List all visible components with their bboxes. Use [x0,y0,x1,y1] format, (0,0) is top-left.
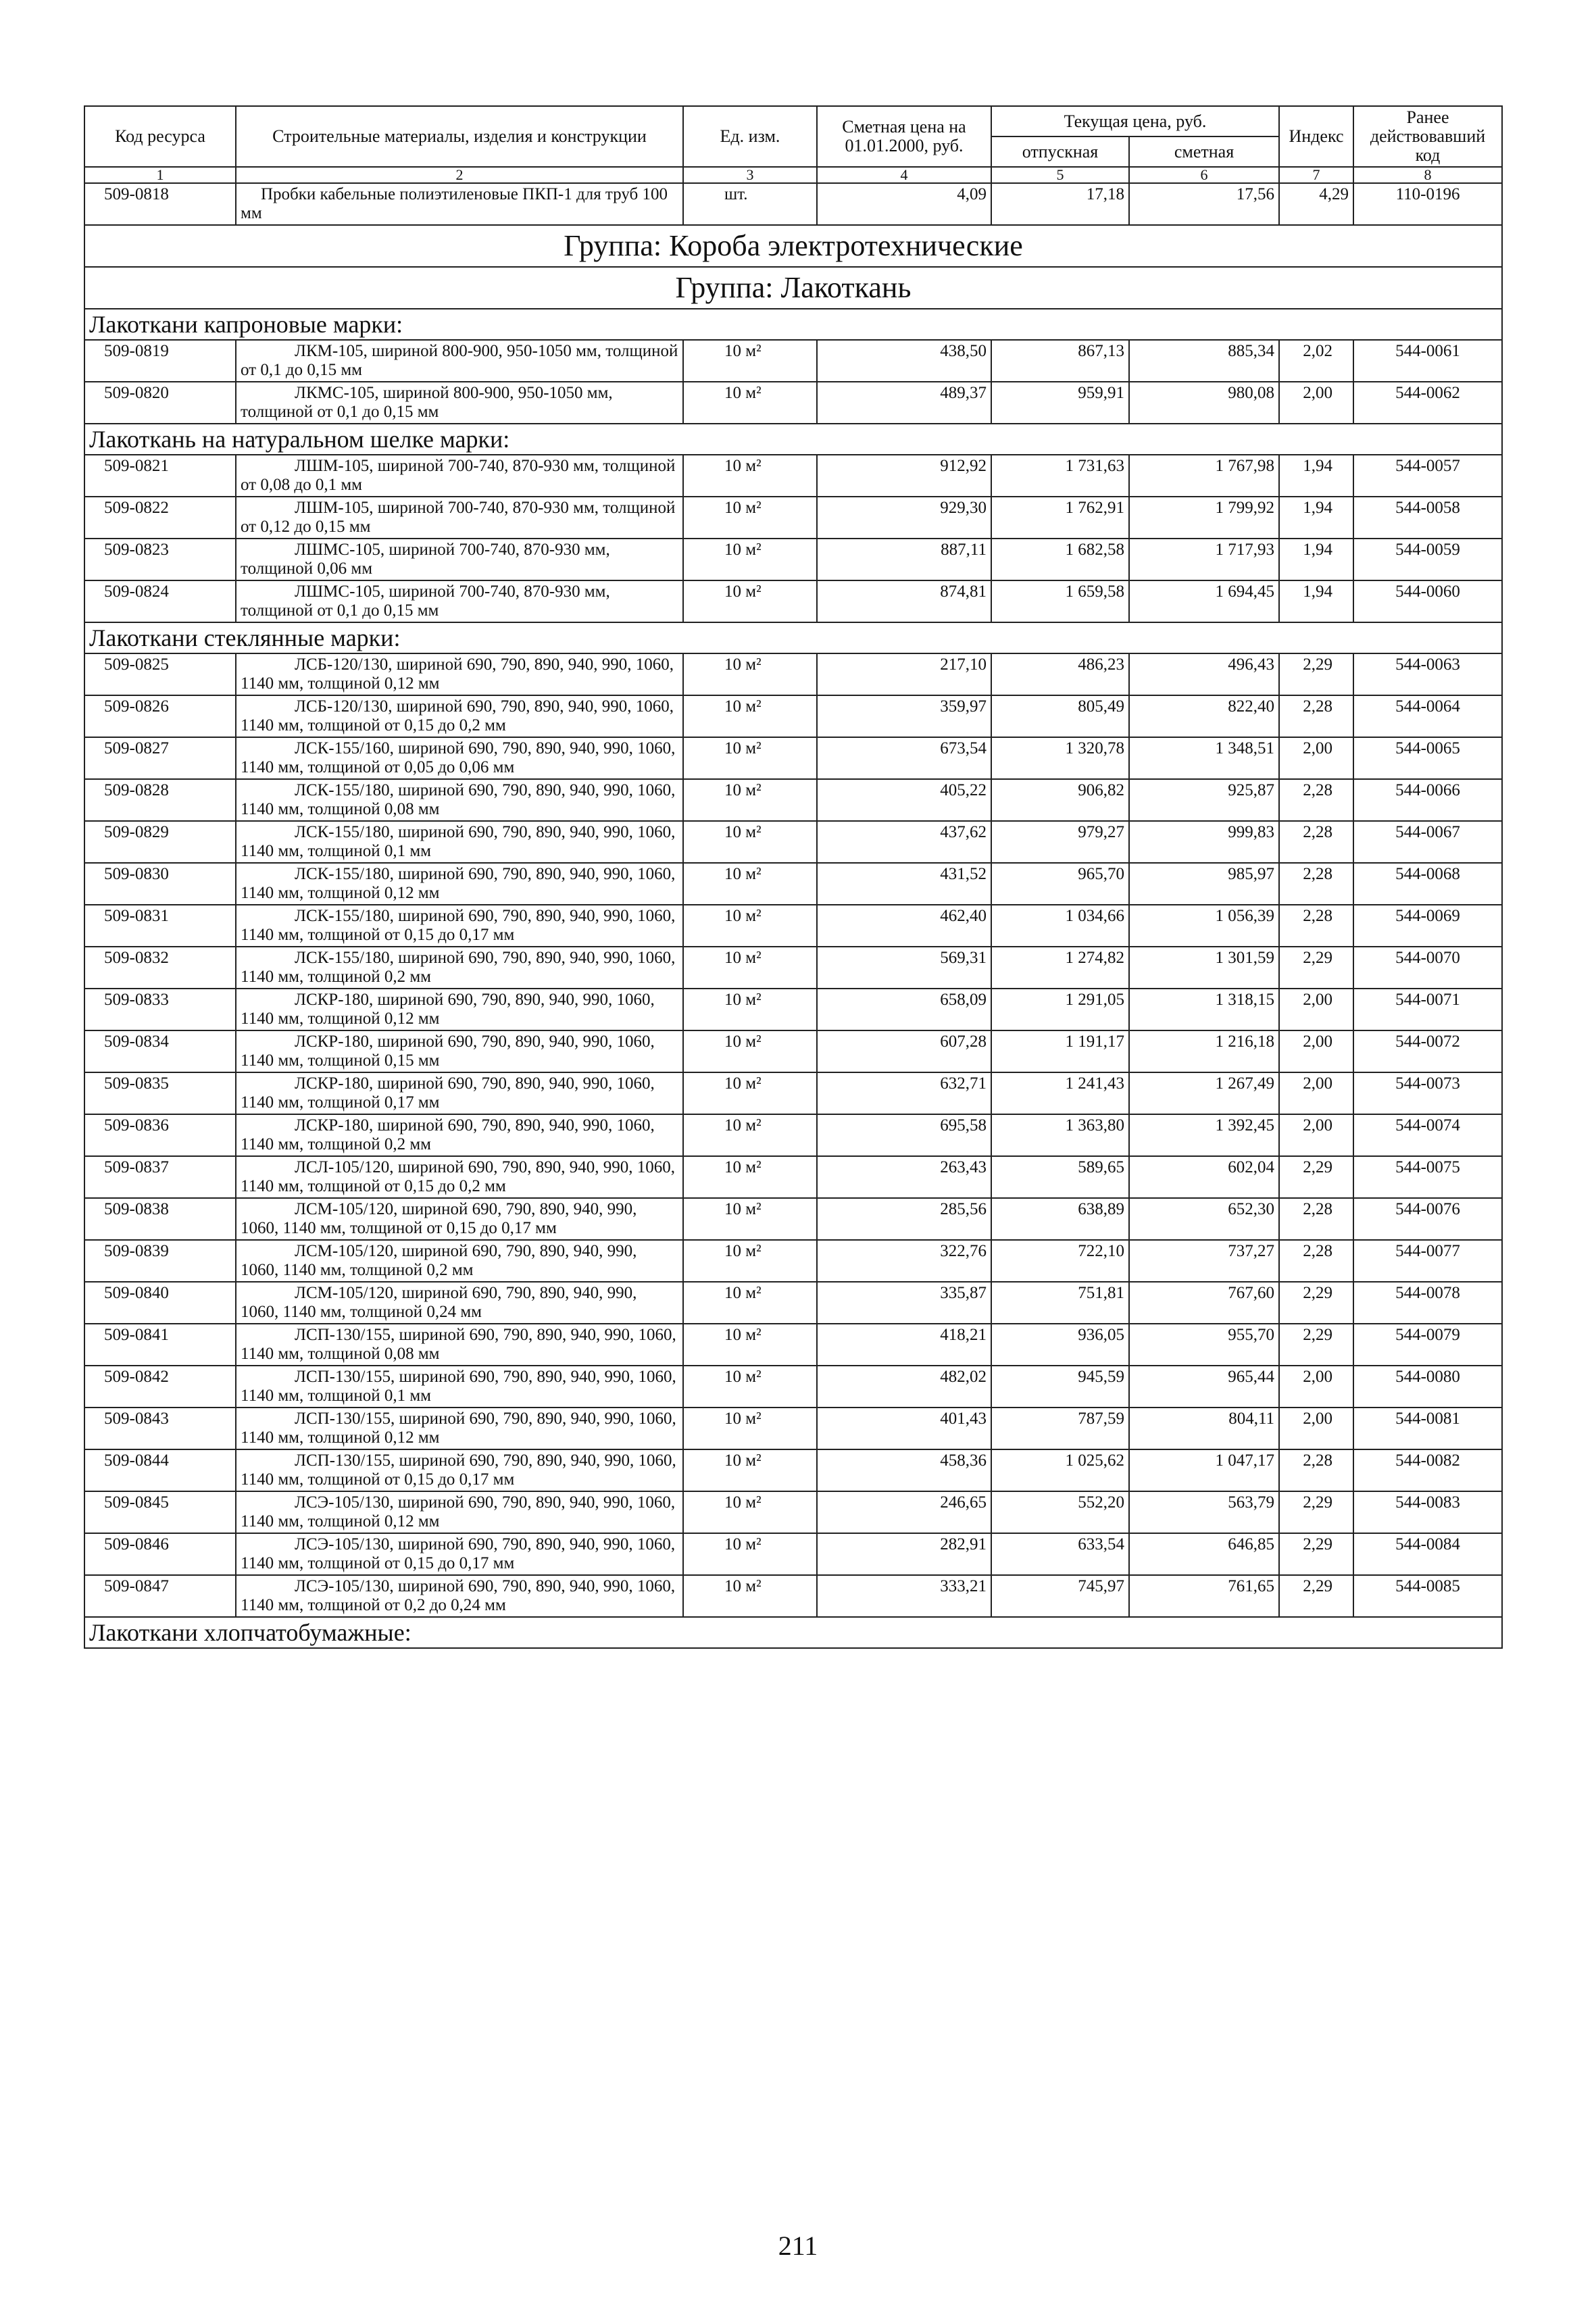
unit: 10 м² [683,340,817,382]
old-code: 544-0080 [1353,1366,1502,1408]
table-header [84,106,1502,183]
material-name: ЛСП-130/155, шириной 690, 790, 890, 940, 990, 1060, 1140 мм, толщиной 0,12 мм [236,1408,683,1449]
material-name: ЛСК-155/180, шириной 690, 790, 890, 940, 990, 1060, 1140 мм, толщиной 0,12 мм [236,863,683,905]
table-row [84,1324,1502,1366]
group-heading: Группа: Короба электротехнические [84,225,1502,267]
table-row [84,1533,1502,1575]
unit: 10 м² [683,737,817,779]
release-price: 965,70 [991,863,1129,905]
material-name: ЛШМС-105, шириной 700-740, 870-930 мм, толщиной от 0,1 до 0,15 мм [236,580,683,622]
resource-code: 509-0841 [84,1324,236,1366]
material-name: ЛКМ-105, шириной 800-900, 950-1050 мм, толщиной от 0,1 до 0,15 мм [236,340,683,382]
estimate-price: 885,34 [1129,340,1279,382]
estimate-price-2000: 418,21 [817,1324,991,1366]
resource-code: 509-0826 [84,695,236,737]
price-index: 2,00 [1279,1408,1353,1449]
unit: 10 м² [683,1114,817,1156]
col-number: 7 [1279,167,1353,183]
material-name: ЛСП-130/155, шириной 690, 790, 890, 940, 990, 1060, 1140 мм, толщиной 0,08 мм [236,1324,683,1366]
estimate-price-2000: 458,36 [817,1449,991,1491]
price-index: 2,28 [1279,695,1353,737]
estimate-price-2000: 401,43 [817,1408,991,1449]
estimate-price: 1 799,92 [1129,497,1279,539]
estimate-price: 1 216,18 [1129,1030,1279,1072]
old-code: 544-0062 [1353,382,1502,424]
resource-code: 509-0820 [84,382,236,424]
unit: 10 м² [683,1366,817,1408]
old-code: 544-0076 [1353,1198,1502,1240]
estimate-price: 1 392,45 [1129,1114,1279,1156]
estimate-price-2000: 607,28 [817,1030,991,1072]
table-row [84,905,1502,947]
material-name: ЛКМС-105, шириной 800-900, 950-1050 мм, толщиной от 0,1 до 0,15 мм [236,382,683,424]
release-price: 486,23 [991,653,1129,695]
estimate-price: 767,60 [1129,1282,1279,1324]
old-code: 544-0071 [1353,989,1502,1030]
material-name: ЛСК-155/180, шириной 690, 790, 890, 940, 990, 1060, 1140 мм, толщиной от 0,15 до 0,17 мм [236,905,683,947]
price-index: 1,94 [1279,455,1353,497]
resource-code: 509-0842 [84,1366,236,1408]
unit: 10 м² [683,1282,817,1324]
material-name: ЛШМ-105, шириной 700-740, 870-930 мм, толщиной от 0,12 до 0,15 мм [236,497,683,539]
old-code: 544-0074 [1353,1114,1502,1156]
estimate-price: 1 348,51 [1129,737,1279,779]
estimate-price-2000: 246,65 [817,1491,991,1533]
price-index: 2,28 [1279,863,1353,905]
unit: 10 м² [683,1408,817,1449]
old-code: 544-0079 [1353,1324,1502,1366]
release-price: 745,97 [991,1575,1129,1617]
estimate-price: 602,04 [1129,1156,1279,1198]
estimate-price: 980,08 [1129,382,1279,424]
price-index: 2,00 [1279,1114,1353,1156]
release-price: 867,13 [991,340,1129,382]
material-name: ЛСЭ-105/130, шириной 690, 790, 890, 940, 990, 1060, 1140 мм, толщиной от 0,2 до 0,24 мм [236,1575,683,1617]
header-code: Код ресурса [84,106,236,167]
resource-code: 509-0838 [84,1198,236,1240]
price-index: 1,94 [1279,539,1353,580]
estimate-price-2000: 462,40 [817,905,991,947]
resource-code: 509-0823 [84,539,236,580]
header-estimate: сметная [1129,136,1279,167]
subgroup-heading: Лакоткани капроновые марки: [84,309,1502,340]
old-code: 544-0057 [1353,455,1502,497]
resource-code: 509-0837 [84,1156,236,1198]
resource-code: 509-0846 [84,1533,236,1575]
col-number: 8 [1353,167,1502,183]
estimate-price-2000: 489,37 [817,382,991,424]
estimate-price: 1 056,39 [1129,905,1279,947]
estimate-price-2000: 482,02 [817,1366,991,1408]
estimate-price: 17,56 [1129,183,1279,225]
table-row [84,1156,1502,1198]
col-number: 6 [1129,167,1279,183]
col-number: 1 [84,167,236,183]
estimate-price: 1 717,93 [1129,539,1279,580]
estimate-price-2000: 695,58 [817,1114,991,1156]
old-code: 544-0067 [1353,821,1502,863]
estimate-price-2000: 673,54 [817,737,991,779]
release-price: 751,81 [991,1282,1129,1324]
unit: 10 м² [683,1324,817,1366]
unit: 10 м² [683,1240,817,1282]
estimate-price-2000: 322,76 [817,1240,991,1282]
table-row [84,737,1502,779]
material-name: ЛСП-130/155, шириной 690, 790, 890, 940, 990, 1060, 1140 мм, толщиной 0,1 мм [236,1366,683,1408]
estimate-price: 965,44 [1129,1366,1279,1408]
price-index: 2,29 [1279,1533,1353,1575]
price-index: 2,00 [1279,1072,1353,1114]
table-row [84,539,1502,580]
resource-code: 509-0827 [84,737,236,779]
release-price: 1 291,05 [991,989,1129,1030]
material-name: ЛСК-155/180, шириной 690, 790, 890, 940, 990, 1060, 1140 мм, толщиной 0,2 мм [236,947,683,989]
old-code: 544-0070 [1353,947,1502,989]
estimate-price-2000: 438,50 [817,340,991,382]
estimate-price-2000: 333,21 [817,1575,991,1617]
table-row [84,1282,1502,1324]
release-price: 633,54 [991,1533,1129,1575]
old-code: 544-0060 [1353,580,1502,622]
unit: 10 м² [683,947,817,989]
estimate-price-2000: 887,11 [817,539,991,580]
price-index: 2,28 [1279,1240,1353,1282]
price-index: 2,28 [1279,905,1353,947]
unit: 10 м² [683,653,817,695]
estimate-price: 1 694,45 [1129,580,1279,622]
material-name: Пробки кабельные полиэтиленовые ПКП-1 для труб 100 мм [236,183,683,225]
material-name: ЛСМ-105/120, шириной 690, 790, 890, 940, 990, 1060, 1140 мм, толщиной от 0,15 до 0,17 мм [236,1198,683,1240]
old-code: 544-0072 [1353,1030,1502,1072]
estimate-price-2000: 263,43 [817,1156,991,1198]
price-index: 1,94 [1279,580,1353,622]
release-price: 638,89 [991,1198,1129,1240]
old-code: 544-0063 [1353,653,1502,695]
price-index: 2,29 [1279,1156,1353,1198]
material-name: ЛСЭ-105/130, шириной 690, 790, 890, 940, 990, 1060, 1140 мм, толщиной от 0,15 до 0,17 мм [236,1533,683,1575]
old-code: 544-0083 [1353,1491,1502,1533]
header-name: Строительные материалы, изделия и конструкции [236,106,683,167]
old-code: 544-0064 [1353,695,1502,737]
header-est-price: Сметная цена на 01.01.2000, руб. [817,106,991,167]
estimate-price-2000: 437,62 [817,821,991,863]
resource-code: 509-0847 [84,1575,236,1617]
unit: 10 м² [683,821,817,863]
release-price: 945,59 [991,1366,1129,1408]
old-code: 544-0061 [1353,340,1502,382]
table-row [84,1114,1502,1156]
estimate-price: 496,43 [1129,653,1279,695]
material-name: ЛСКР-180, шириной 690, 790, 890, 940, 990, 1060, 1140 мм, толщиной 0,15 мм [236,1030,683,1072]
price-index: 2,00 [1279,989,1353,1030]
estimate-price: 761,65 [1129,1575,1279,1617]
release-price: 552,20 [991,1491,1129,1533]
price-index: 2,00 [1279,737,1353,779]
material-name: ЛСМ-105/120, шириной 690, 790, 890, 940, 990, 1060, 1140 мм, толщиной 0,2 мм [236,1240,683,1282]
old-code: 544-0069 [1353,905,1502,947]
resource-code: 509-0830 [84,863,236,905]
material-name: ЛШМ-105, шириной 700-740, 870-930 мм, толщиной от 0,08 до 0,1 мм [236,455,683,497]
price-index: 4,29 [1279,183,1353,225]
old-code: 544-0084 [1353,1533,1502,1575]
col-number: 4 [817,167,991,183]
estimate-price: 822,40 [1129,695,1279,737]
estimate-price-2000: 335,87 [817,1282,991,1324]
estimate-price: 1 318,15 [1129,989,1279,1030]
resource-code: 509-0822 [84,497,236,539]
table-row [84,1030,1502,1072]
old-code: 544-0068 [1353,863,1502,905]
resource-code: 509-0824 [84,580,236,622]
price-index: 2,00 [1279,1030,1353,1072]
resource-code: 509-0833 [84,989,236,1030]
unit: 10 м² [683,1198,817,1240]
release-price: 589,65 [991,1156,1129,1198]
price-index: 2,28 [1279,821,1353,863]
release-price: 1 363,80 [991,1114,1129,1156]
price-index: 2,28 [1279,779,1353,821]
old-code: 544-0073 [1353,1072,1502,1114]
estimate-price: 1 267,49 [1129,1072,1279,1114]
col-number: 2 [236,167,683,183]
price-index: 2,28 [1279,1449,1353,1491]
release-price: 1 241,43 [991,1072,1129,1114]
subgroup-heading: Лакоткани хлопчатобумажные: [84,1617,1502,1648]
estimate-price-2000: 359,97 [817,695,991,737]
header-current-price: Текущая цена, руб. [991,106,1279,136]
old-code: 110-0196 [1353,183,1502,225]
old-code: 544-0077 [1353,1240,1502,1282]
resource-code: 509-0818 [84,183,236,225]
release-price: 17,18 [991,183,1129,225]
estimate-price-2000: 282,91 [817,1533,991,1575]
table-row [84,1240,1502,1282]
old-code: 544-0085 [1353,1575,1502,1617]
old-code: 544-0075 [1353,1156,1502,1198]
resource-code: 509-0835 [84,1072,236,1114]
price-index: 2,28 [1279,1198,1353,1240]
price-index: 1,94 [1279,497,1353,539]
material-name: ЛСМ-105/120, шириной 690, 790, 890, 940, 990, 1060, 1140 мм, толщиной 0,24 мм [236,1282,683,1324]
unit: 10 м² [683,1575,817,1617]
table-row [84,1198,1502,1240]
table-row [84,1575,1502,1617]
table-row [84,779,1502,821]
estimate-price-2000: 405,22 [817,779,991,821]
estimate-price: 1 767,98 [1129,455,1279,497]
material-name: ЛСК-155/160, шириной 690, 790, 890, 940, 990, 1060, 1140 мм, толщиной от 0,05 до 0,06 мм [236,737,683,779]
price-index: 2,29 [1279,1491,1353,1533]
material-name: ЛСБ-120/130, шириной 690, 790, 890, 940, 990, 1060, 1140 мм, толщиной 0,12 мм [236,653,683,695]
estimate-price: 804,11 [1129,1408,1279,1449]
estimate-price-2000: 4,09 [817,183,991,225]
unit: 10 м² [683,1072,817,1114]
table-row [84,863,1502,905]
material-name: ЛСБ-120/130, шириной 690, 790, 890, 940, 990, 1060, 1140 мм, толщиной от 0,15 до 0,2 мм [236,695,683,737]
unit: 10 м² [683,455,817,497]
estimate-price-2000: 632,71 [817,1072,991,1114]
release-price: 906,82 [991,779,1129,821]
unit: 10 м² [683,695,817,737]
price-index: 2,29 [1279,947,1353,989]
price-index: 2,00 [1279,1366,1353,1408]
header-index: Индекс [1279,106,1353,167]
unit: 10 м² [683,497,817,539]
estimate-price: 955,70 [1129,1324,1279,1366]
release-price: 1 682,58 [991,539,1129,580]
material-name: ЛСКР-180, шириной 690, 790, 890, 940, 990, 1060, 1140 мм, толщиной 0,2 мм [236,1114,683,1156]
resource-code: 509-0834 [84,1030,236,1072]
resource-code: 509-0829 [84,821,236,863]
release-price: 979,27 [991,821,1129,863]
estimate-price-2000: 912,92 [817,455,991,497]
release-price: 1 274,82 [991,947,1129,989]
subgroup-heading: Лакоткань на натуральном шелке марки: [84,424,1502,455]
release-price: 1 025,62 [991,1449,1129,1491]
price-index: 2,29 [1279,1575,1353,1617]
group-heading: Группа: Лакоткань [84,267,1502,309]
subgroup-heading: Лакоткани стеклянные марки: [84,622,1502,653]
release-price: 1 034,66 [991,905,1129,947]
table-row [84,1072,1502,1114]
old-code: 544-0082 [1353,1449,1502,1491]
header-unit: Ед. изм. [683,106,817,167]
resource-code: 509-0843 [84,1408,236,1449]
page-number: 211 [778,2231,818,2261]
unit: 10 м² [683,1491,817,1533]
price-table [84,105,1503,1649]
estimate-price: 563,79 [1129,1491,1279,1533]
price-index: 2,29 [1279,653,1353,695]
unit: 10 м² [683,905,817,947]
material-name: ЛСКР-180, шириной 690, 790, 890, 940, 990, 1060, 1140 мм, толщиной 0,17 мм [236,1072,683,1114]
table-row [84,695,1502,737]
unit: 10 м² [683,1030,817,1072]
col-number: 3 [683,167,817,183]
release-price: 1 659,58 [991,580,1129,622]
resource-code: 509-0840 [84,1282,236,1324]
material-name: ЛСК-155/180, шириной 690, 790, 890, 940, 990, 1060, 1140 мм, толщиной 0,08 мм [236,779,683,821]
release-price: 936,05 [991,1324,1129,1366]
estimate-price: 985,97 [1129,863,1279,905]
table-row [84,183,1502,225]
resource-code: 509-0821 [84,455,236,497]
material-name: ЛСП-130/155, шириной 690, 790, 890, 940, 990, 1060, 1140 мм, толщиной от 0,15 до 0,17 мм [236,1449,683,1491]
material-name: ЛСЭ-105/130, шириной 690, 790, 890, 940, 990, 1060, 1140 мм, толщиной 0,12 мм [236,1491,683,1533]
material-name: ЛШМС-105, шириной 700-740, 870-930 мм, толщиной 0,06 мм [236,539,683,580]
table-row [84,1408,1502,1449]
price-index: 2,29 [1279,1282,1353,1324]
table-row [84,947,1502,989]
table-row [84,455,1502,497]
table-row [84,1366,1502,1408]
estimate-price: 737,27 [1129,1240,1279,1282]
release-price: 959,91 [991,382,1129,424]
table-row [84,1449,1502,1491]
old-code: 544-0058 [1353,497,1502,539]
estimate-price-2000: 874,81 [817,580,991,622]
unit: 10 м² [683,382,817,424]
unit: 10 м² [683,580,817,622]
old-code: 544-0065 [1353,737,1502,779]
estimate-price-2000: 658,09 [817,989,991,1030]
unit: 10 м² [683,779,817,821]
release-price: 787,59 [991,1408,1129,1449]
resource-code: 509-0831 [84,905,236,947]
unit: 10 м² [683,1449,817,1491]
release-price: 805,49 [991,695,1129,737]
table-row [84,340,1502,382]
estimate-price-2000: 431,52 [817,863,991,905]
old-code: 544-0078 [1353,1282,1502,1324]
table-row [84,1491,1502,1533]
estimate-price: 1 301,59 [1129,947,1279,989]
estimate-price-2000: 929,30 [817,497,991,539]
old-code: 544-0081 [1353,1408,1502,1449]
unit: 10 м² [683,539,817,580]
price-index: 2,00 [1279,382,1353,424]
estimate-price-2000: 569,31 [817,947,991,989]
unit: 10 м² [683,863,817,905]
estimate-price: 925,87 [1129,779,1279,821]
unit: 10 м² [683,1533,817,1575]
price-index: 2,29 [1279,1324,1353,1366]
old-code: 544-0059 [1353,539,1502,580]
resource-code: 509-0845 [84,1491,236,1533]
resource-code: 509-0832 [84,947,236,989]
table-body [84,183,1502,1648]
estimate-price: 1 047,17 [1129,1449,1279,1491]
col-number: 5 [991,167,1129,183]
resource-code: 509-0844 [84,1449,236,1491]
release-price: 1 191,17 [991,1030,1129,1072]
old-code: 544-0066 [1353,779,1502,821]
resource-code: 509-0839 [84,1240,236,1282]
material-name: ЛСК-155/180, шириной 690, 790, 890, 940, 990, 1060, 1140 мм, толщиной 0,1 мм [236,821,683,863]
estimate-price: 646,85 [1129,1533,1279,1575]
resource-code: 509-0828 [84,779,236,821]
table-row [84,382,1502,424]
table-row [84,580,1502,622]
header-old-code: Ранее действовавший код [1353,106,1502,167]
table-row [84,821,1502,863]
estimate-price: 999,83 [1129,821,1279,863]
release-price: 1 731,63 [991,455,1129,497]
unit: 10 м² [683,1156,817,1198]
material-name: ЛСКР-180, шириной 690, 790, 890, 940, 990, 1060, 1140 мм, толщиной 0,12 мм [236,989,683,1030]
resource-code: 509-0836 [84,1114,236,1156]
release-price: 722,10 [991,1240,1129,1282]
estimate-price-2000: 217,10 [817,653,991,695]
table-row [84,653,1502,695]
table-row [84,497,1502,539]
release-price: 1 320,78 [991,737,1129,779]
release-price: 1 762,91 [991,497,1129,539]
table-row [84,989,1502,1030]
unit: 10 м² [683,989,817,1030]
material-name: ЛСЛ-105/120, шириной 690, 790, 890, 940, 990, 1060, 1140 мм, толщиной от 0,15 до 0,2 мм [236,1156,683,1198]
estimate-price-2000: 285,56 [817,1198,991,1240]
resource-code: 509-0825 [84,653,236,695]
unit: шт. [683,183,817,225]
header-release: отпускная [991,136,1129,167]
estimate-price: 652,30 [1129,1198,1279,1240]
price-index: 2,02 [1279,340,1353,382]
resource-code: 509-0819 [84,340,236,382]
